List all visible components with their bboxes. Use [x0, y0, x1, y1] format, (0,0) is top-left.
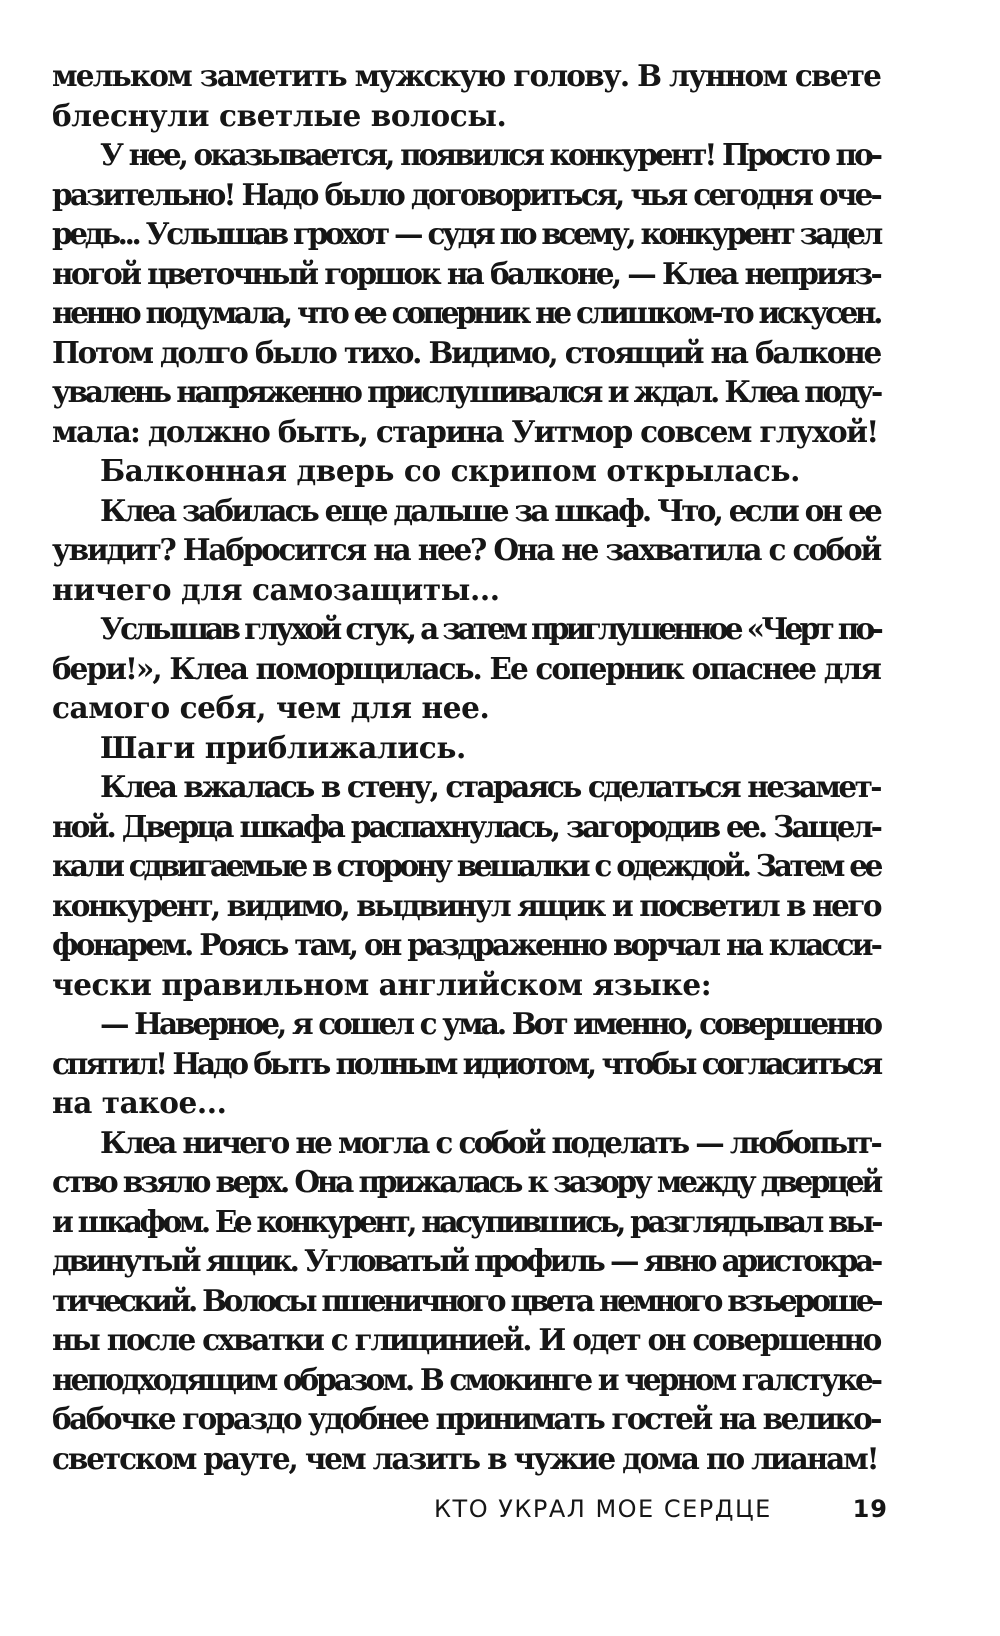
text-line: двинутый ящик. Угловатый профиль — явно аристокра- [52, 1243, 880, 1278]
page-footer [434, 1491, 888, 1527]
text-line: блеснули светлые волосы. [52, 97, 507, 133]
text-line: на такое... [52, 1085, 227, 1120]
text-line: мельком заметить мужскую голову. В лунном свете [52, 58, 880, 93]
text-line: Шаги приближались. [100, 729, 466, 765]
text-line: ной. Дверца шкафа распахнулась, загородив ее. Защел- [52, 808, 880, 844]
text-line: кали сдвигаемые в сторону вешалки с одеждой. Затем ее [52, 848, 880, 883]
text-line: ненно подумала, что ее соперник не слишком-то искусен. [52, 295, 880, 330]
text-line: светском рауте, чем лазить в чужие дома по лианам! [52, 1440, 878, 1476]
text-line: ногой цветочный горшок на балконе, — Клеа неприяз- [52, 255, 880, 291]
text-line: чески правильном английском языке: [52, 966, 712, 1002]
text-line: Клеа ничего не могла с собой поделать — любопыт- [100, 1124, 880, 1160]
text-line: редь... Услышав грохот — судя по всему, конкурент задел [52, 216, 880, 251]
text-line: тический. Волосы пшеничного цвета немного взъероше- [52, 1282, 880, 1318]
text-line: бери!», Клеа поморщилась. Ее соперник опаснее для [52, 650, 880, 686]
body-text [52, 56, 880, 1478]
text-line: спятил! Надо быть полным идиотом, чтобы согласиться [52, 1045, 880, 1081]
text-line: увалень напряженно прислушивался и ждал. Клеа поду- [52, 374, 880, 409]
text-line: Балконная дверь со скрипом открылась. [100, 453, 800, 488]
text-line: неподходящим образом. В смокинге и черном галстуке- [52, 1361, 880, 1397]
text-line: и шкафом. Ее конкурент, насупившись, разглядывал вы- [52, 1203, 880, 1239]
text-line: бабочке гораздо удобнее принимать гостей на велико- [52, 1401, 880, 1436]
text-line: самого себя, чем для нее. [52, 690, 490, 725]
text-line: разительно! Надо было договориться, чья сегодня оче- [52, 176, 880, 212]
text-line: — Наверное, я сошел с ума. Вот именно, совершенно [100, 1006, 880, 1041]
page-number: 19 [852, 1495, 888, 1523]
text-line: ны после схватки с глицинией. И одет он совершенно [52, 1322, 880, 1357]
text-line: Клеа вжалась в стену, стараясь сделаться незамет- [100, 769, 880, 804]
text-line: Потом долго было тихо. Видимо, стоящий на балконе [52, 334, 880, 370]
text-line: фонарем. Роясь там, он раздраженно ворчал на класси- [52, 927, 880, 962]
text-line: ничего для самозащиты... [52, 571, 500, 607]
text-line: Услышав глухой стук, а затем приглушенное «Черт по- [100, 611, 880, 646]
text-line: увидит? Набросится на нее? Она не захватила с собой [52, 532, 880, 567]
text-line: мала: должно быть, старина Уитмор совсем глухой! [52, 413, 878, 449]
text-line: ство взяло верх. Она прижалась к зазору между дверцей [52, 1164, 880, 1199]
text-line: конкурент, видимо, выдвинул ящик и посветил в него [52, 887, 880, 923]
text-line: Клеа забилась еще дальше за шкаф. Что, если он ее [100, 492, 880, 528]
running-title: КТО УКРАЛ МОЕ СЕРДЦЕ [434, 1495, 772, 1523]
text-line: У нее, оказывается, появился конкурент! Просто по- [100, 137, 880, 172]
